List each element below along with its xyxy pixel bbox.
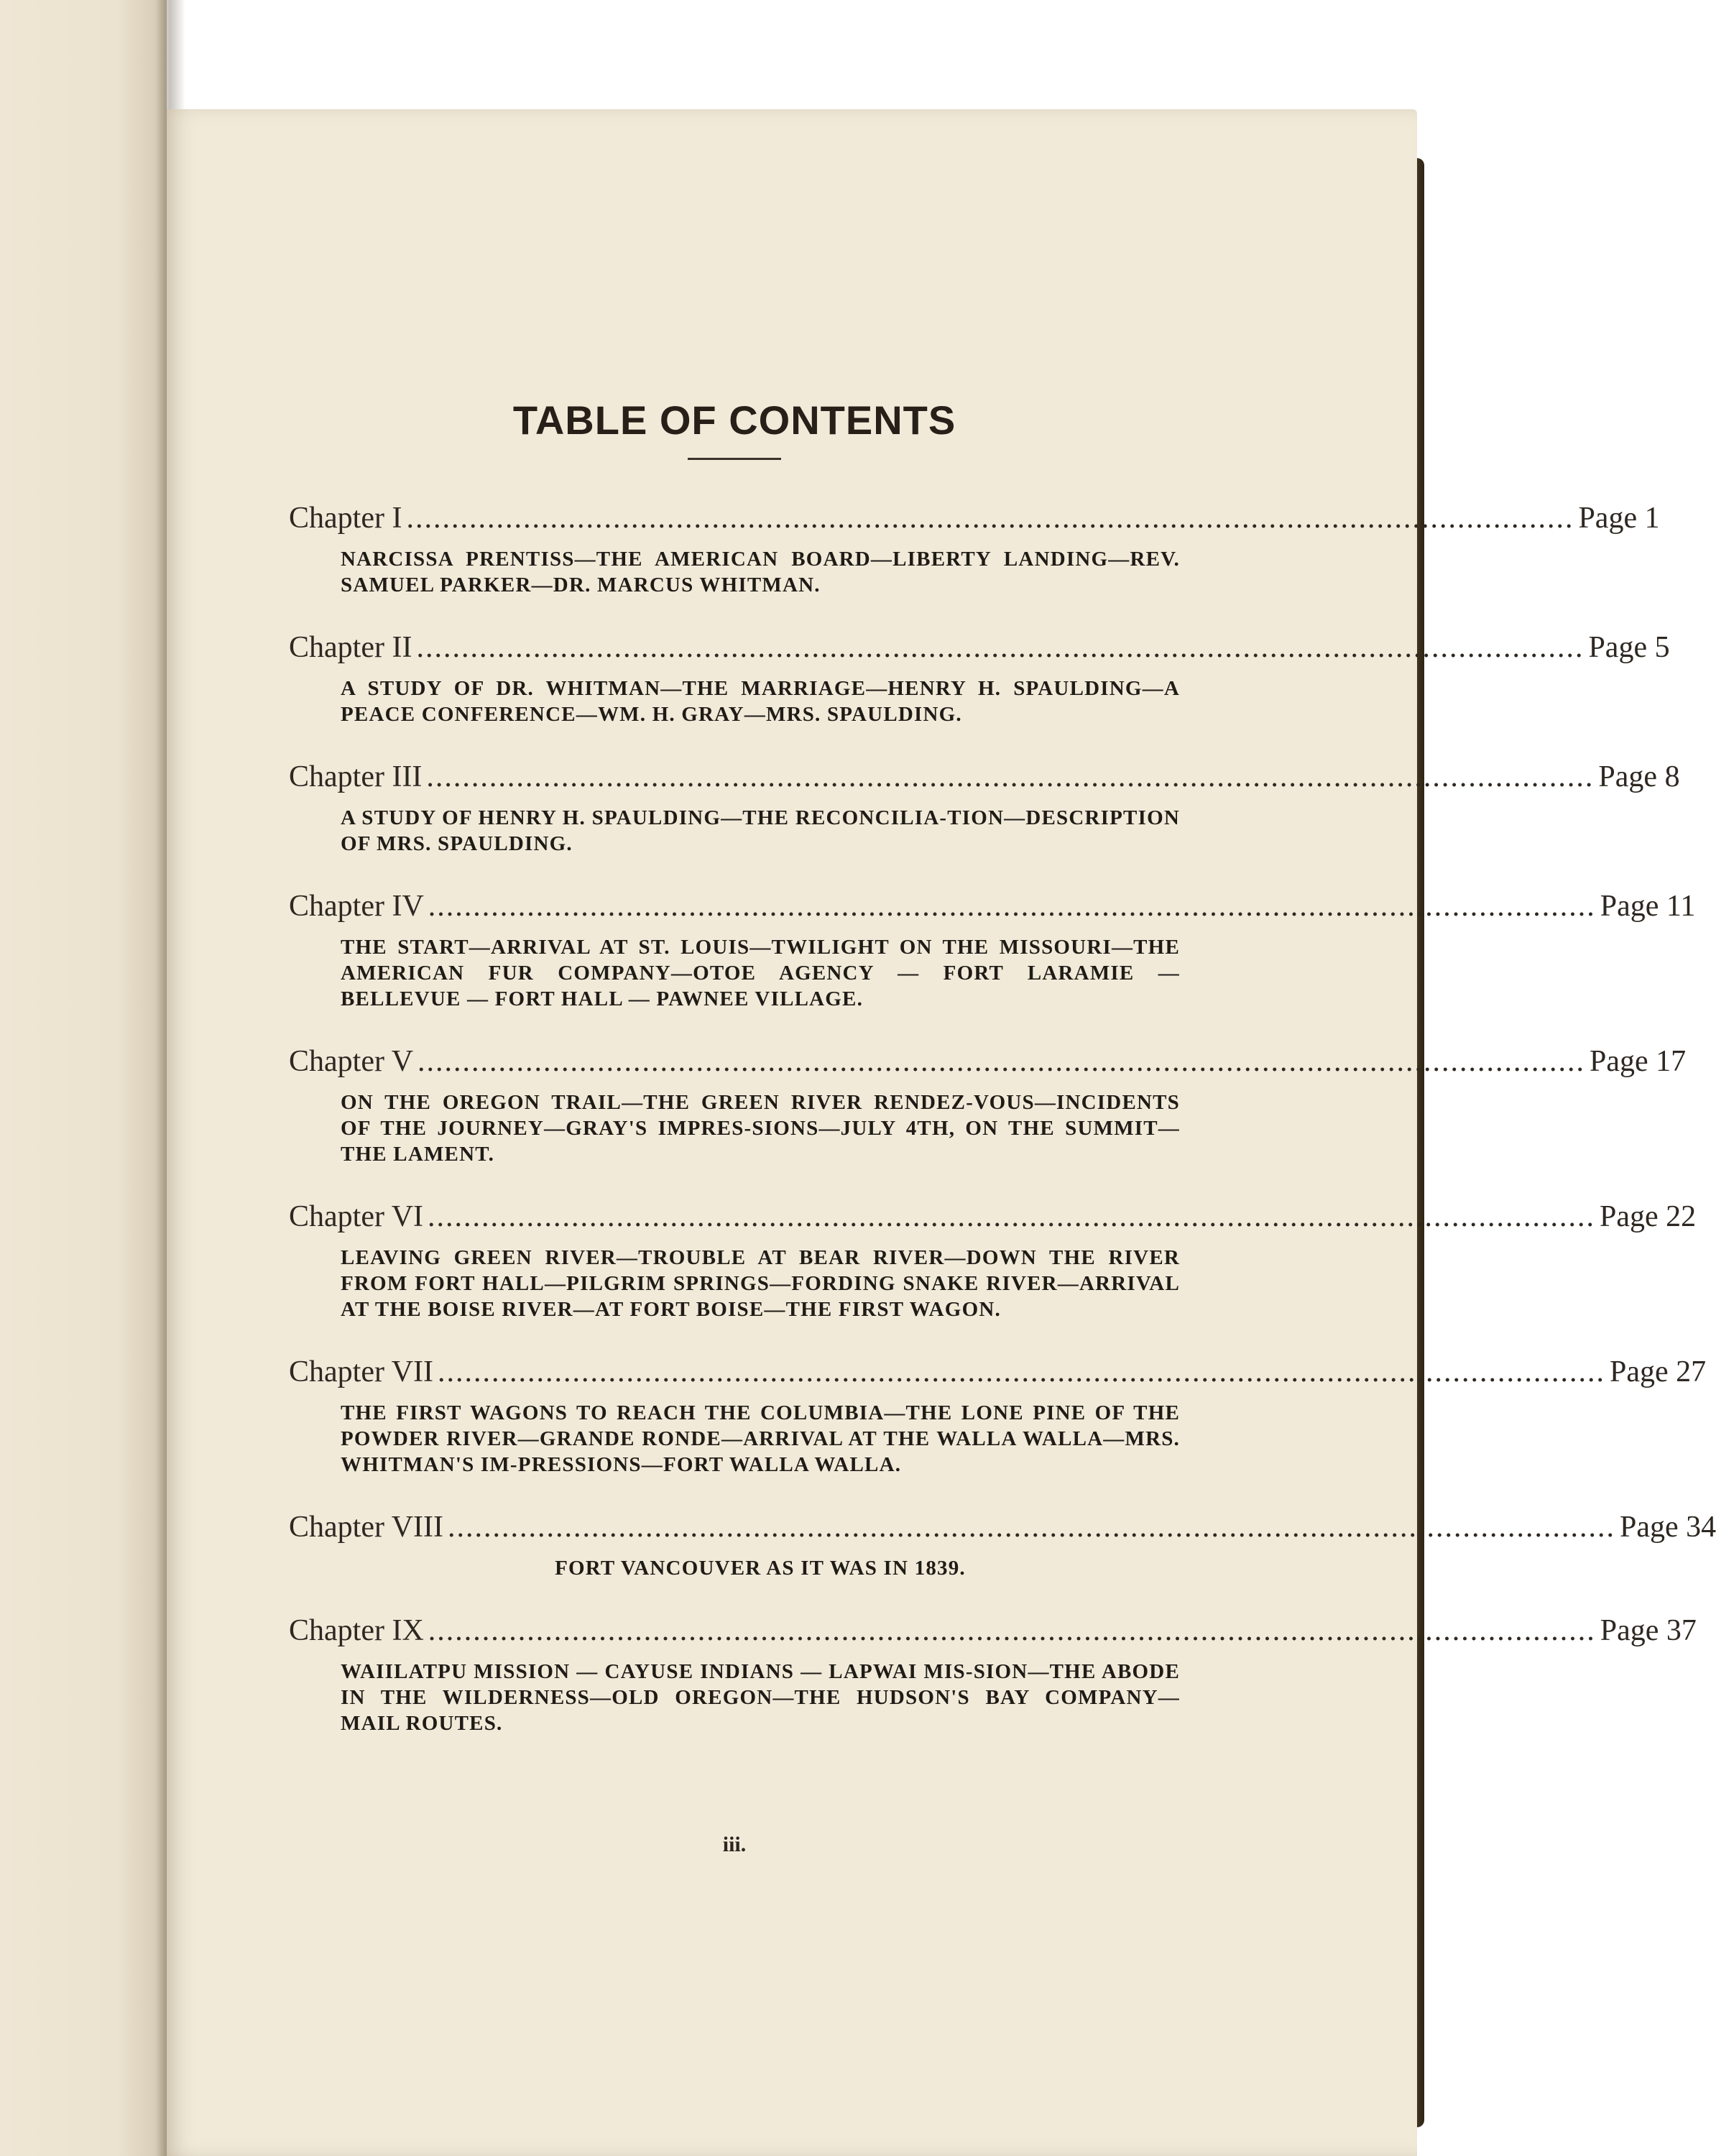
chapter-summary: THE FIRST WAGONS TO REACH THE COLUMBIA—THE LONE PINE OF THE POWDER RIVER—GRANDE RONDE—ARRIVAL AT THE WALLA WALLA—MRS. WHITMAN'S IM-PRESSIONS—FORT WALLA WALLA. — [341, 1401, 1180, 1476]
chapter-label: Chapter IV — [289, 890, 424, 923]
dot-leader: .................................................................................................................................. — [426, 760, 1595, 793]
dot-leader: .................................................................................................................................. — [416, 631, 1584, 664]
dot-leader: .................................................................................................................................. — [428, 1614, 1596, 1647]
chapter-heading — [289, 1044, 1687, 1079]
contents-page — [167, 109, 1716, 2156]
chapter-label: Chapter III — [289, 760, 423, 793]
chapter-page-number: Page 8 — [1598, 760, 1680, 793]
chapter-entry — [289, 1613, 1697, 1736]
chapter-entry — [289, 1509, 1716, 1581]
chapter-heading — [289, 759, 1680, 795]
chapter-summary: LEAVING GREEN RIVER—TROUBLE AT BEAR RIVER—DOWN THE RIVER FROM FORT HALL—PILGRIM SPRINGS—FORDING SNAKE RIVER—ARRIVAL AT THE BOISE RIVER—AT FORT BOISE—THE FIRST WAGON. — [341, 1246, 1180, 1321]
chapter-summary: WAIILATPU MISSION — CAYUSE INDIANS — LAPWAI MIS-SION—THE ABODE IN THE WILDERNESS—OLD OREGON—THE HUDSON'S BAY COMPANY—MAIL ROUTES. — [341, 1660, 1180, 1735]
chapter-entry — [289, 1044, 1687, 1167]
chapter-heading — [289, 1199, 1697, 1235]
chapter-entry — [289, 500, 1660, 598]
dot-leader: .................................................................................................................................. — [447, 1511, 1615, 1544]
chapter-page-number: Page 1 — [1578, 502, 1660, 535]
chapter-entry — [289, 1354, 1707, 1478]
chapter-entry — [289, 630, 1670, 727]
chapter-label: Chapter VII — [289, 1355, 433, 1388]
chapter-summary: FORT VANCOUVER AS IT WAS IN 1839. — [555, 1557, 966, 1580]
chapter-entry — [289, 759, 1680, 857]
chapter-summary: A STUDY OF DR. WHITMAN—THE MARRIAGE—HENRY H. SPAULDING—A PEACE CONFERENCE—WM. H. GRAY—MRS. SPAULDING. — [341, 677, 1180, 726]
chapter-heading — [289, 630, 1670, 665]
chapter-label: Chapter I — [289, 502, 402, 535]
chapter-label: Chapter IX — [289, 1614, 424, 1647]
chapter-heading — [289, 888, 1696, 924]
chapter-label: Chapter VI — [289, 1200, 424, 1233]
chapter-summary: A STUDY OF HENRY H. SPAULDING—THE RECONCILIA-TION—DESCRIPTION OF MRS. SPAULDING. — [341, 806, 1180, 855]
chapter-page-number: Page 22 — [1600, 1200, 1697, 1233]
chapter-label: Chapter II — [289, 631, 412, 664]
page-number-folio: iii. — [722, 1833, 747, 1856]
chapter-label: Chapter VIII — [289, 1511, 443, 1544]
chapter-label: Chapter V — [289, 1045, 414, 1078]
chapter-heading — [289, 1509, 1716, 1545]
chapter-heading — [289, 1354, 1707, 1390]
chapter-entry — [289, 1199, 1697, 1322]
title-rule — [688, 458, 781, 460]
dot-leader: .................................................................................................................................. — [406, 502, 1574, 535]
chapter-page-number: Page 17 — [1590, 1045, 1687, 1078]
chapter-heading — [289, 500, 1660, 536]
dot-leader: .................................................................................................................................. — [418, 1045, 1586, 1078]
chapter-summary: NARCISSA PRENTISS—THE AMERICAN BOARD—LIBERTY LANDING—REV. SAMUEL PARKER—DR. MARCUS WHITMAN. — [341, 548, 1180, 596]
dot-leader: .................................................................................................................................. — [428, 1200, 1596, 1233]
dot-leader: .................................................................................................................................. — [438, 1355, 1605, 1388]
chapter-summary: THE START—ARRIVAL AT ST. LOUIS—TWILIGHT ON THE MISSOURI—THE AMERICAN FUR COMPANY—OTOE AGENCY — FORT LARAMIE — BELLEVUE — FORT HALL — PAWNEE VILLAGE. — [341, 936, 1180, 1010]
chapter-page-number: Page 27 — [1610, 1355, 1707, 1388]
chapter-page-number: Page 34 — [1619, 1511, 1716, 1544]
chapter-summary: ON THE OREGON TRAIL—THE GREEN RIVER RENDEZ-VOUS—INCIDENTS OF THE JOURNEY—GRAY'S IMPRES-SIONS—JULY 4TH, ON THE SUMMIT—THE LAMENT. — [341, 1091, 1180, 1166]
facing-page — [0, 0, 167, 2156]
chapter-page-number: Page 5 — [1588, 631, 1670, 664]
chapter-entry — [289, 888, 1696, 1012]
contents-text-block — [289, 397, 1716, 1768]
chapter-page-number: Page 37 — [1600, 1614, 1697, 1647]
dot-leader: .................................................................................................................................. — [428, 890, 1596, 923]
page-title: TABLE OF CONTENTS — [512, 397, 956, 443]
chapter-page-number: Page 11 — [1600, 890, 1696, 923]
chapter-heading — [289, 1613, 1697, 1649]
